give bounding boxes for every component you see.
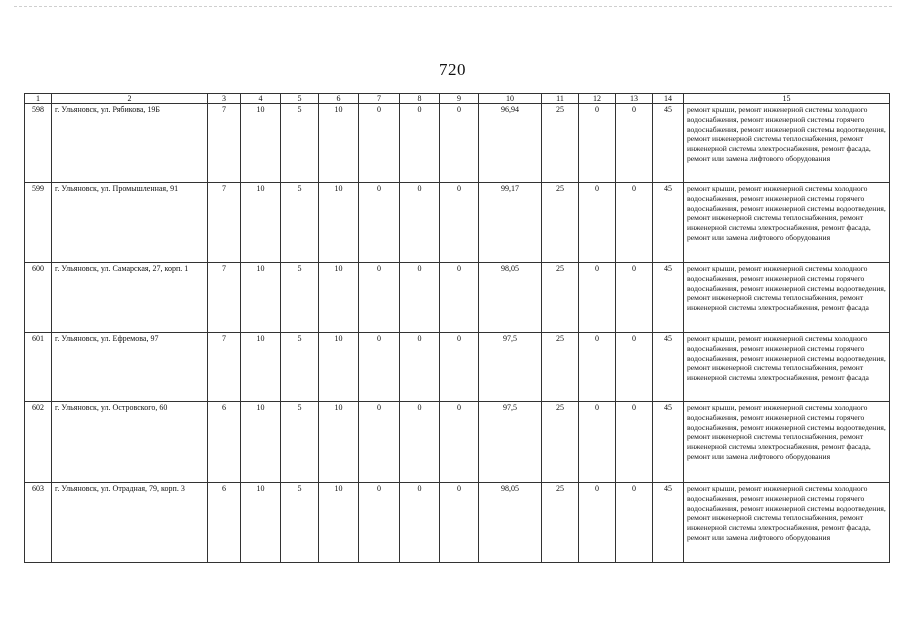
cell-c14: 45 (653, 183, 684, 263)
cell-c7: 0 (359, 263, 400, 333)
cell-c6: 10 (319, 183, 359, 263)
cell-c8: 0 (400, 263, 440, 333)
table-row (25, 104, 890, 183)
row-address: г. Ульяновск, ул. Рябикова, 19Б (52, 104, 208, 183)
register-table (24, 93, 890, 563)
row-works: ремонт крыши, ремонт инженерной системы холодного водоснабжения, ремонт инженерной системы горячего водоснабжения, ремонт инженерной системы водоотведения, ремонт инженерной системы теплоснабжения, ремонт инженерной системы электроснабжения, ремонт фасада, ремонт или замена лифтового оборудования (684, 183, 890, 263)
table-row (25, 183, 890, 263)
col-header-4: 4 (241, 94, 281, 104)
col-header-8: 8 (400, 94, 440, 104)
col-header-3: 3 (208, 94, 241, 104)
cell-c8: 0 (400, 402, 440, 483)
col-header-12: 12 (579, 94, 616, 104)
cell-c4: 10 (241, 402, 281, 483)
table-row (25, 483, 890, 563)
col-header-2: 2 (52, 94, 208, 104)
col-header-15: 15 (684, 94, 890, 104)
row-id: 599 (25, 183, 52, 263)
cell-c5: 5 (281, 402, 319, 483)
cell-c9: 0 (440, 263, 479, 333)
cell-c3: 6 (208, 402, 241, 483)
cell-c4: 10 (241, 183, 281, 263)
cell-c6: 10 (319, 263, 359, 333)
col-header-10: 10 (479, 94, 542, 104)
row-works: ремонт крыши, ремонт инженерной системы холодного водоснабжения, ремонт инженерной системы горячего водоснабжения, ремонт инженерной системы водоотведения, ремонт инженерной системы теплоснабжения, ремонт инженерной системы электроснабжения, ремонт фасада (684, 263, 890, 333)
cell-c12: 0 (579, 183, 616, 263)
cell-c12: 0 (579, 104, 616, 183)
row-id: 598 (25, 104, 52, 183)
cell-c13: 0 (616, 402, 653, 483)
row-id: 603 (25, 483, 52, 563)
col-header-11: 11 (542, 94, 579, 104)
cell-c8: 0 (400, 483, 440, 563)
cell-c8: 0 (400, 104, 440, 183)
cell-c10: 97,5 (479, 333, 542, 402)
cell-c6: 10 (319, 333, 359, 402)
cell-c5: 5 (281, 483, 319, 563)
cell-c3: 7 (208, 104, 241, 183)
row-works: ремонт крыши, ремонт инженерной системы холодного водоснабжения, ремонт инженерной системы горячего водоснабжения, ремонт инженерной системы водоотведения, ремонт инженерной системы теплоснабжения, ремонт инженерной системы электроснабжения, ремонт фасада, ремонт или замена лифтового оборудования (684, 402, 890, 483)
cell-c9: 0 (440, 402, 479, 483)
row-works: ремонт крыши, ремонт инженерной системы холодного водоснабжения, ремонт инженерной системы горячего водоснабжения, ремонт инженерной системы водоотведения, ремонт инженерной системы теплоснабжения, ремонт инженерной системы электроснабжения, ремонт фасада, ремонт или замена лифтового оборудования (684, 483, 890, 563)
table-row (25, 263, 890, 333)
col-header-7: 7 (359, 94, 400, 104)
cell-c9: 0 (440, 104, 479, 183)
col-header-9: 9 (440, 94, 479, 104)
cell-c12: 0 (579, 402, 616, 483)
cell-c3: 7 (208, 333, 241, 402)
cell-c14: 45 (653, 333, 684, 402)
row-address: г. Ульяновск, ул. Самарская, 27, корп. 1 (52, 263, 208, 333)
cell-c5: 5 (281, 263, 319, 333)
col-header-6: 6 (319, 94, 359, 104)
cell-c11: 25 (542, 183, 579, 263)
cell-c11: 25 (542, 263, 579, 333)
cell-c13: 0 (616, 483, 653, 563)
cell-c10: 97,5 (479, 402, 542, 483)
cell-c11: 25 (542, 483, 579, 563)
row-works: ремонт крыши, ремонт инженерной системы холодного водоснабжения, ремонт инженерной системы горячего водоснабжения, ремонт инженерной системы водоотведения, ремонт инженерной системы теплоснабжения, ремонт инженерной системы электроснабжения, ремонт фасада, ремонт или замена лифтового оборудования (684, 104, 890, 183)
col-header-13: 13 (616, 94, 653, 104)
cell-c9: 0 (440, 333, 479, 402)
cell-c11: 25 (542, 333, 579, 402)
cell-c7: 0 (359, 402, 400, 483)
cell-c3: 7 (208, 183, 241, 263)
cell-c12: 0 (579, 483, 616, 563)
row-address: г. Ульяновск, ул. Островского, 60 (52, 402, 208, 483)
cell-c4: 10 (241, 263, 281, 333)
cell-c14: 45 (653, 104, 684, 183)
col-header-14: 14 (653, 94, 684, 104)
table-row (25, 333, 890, 402)
col-header-1: 1 (25, 94, 52, 104)
page-number: 720 (439, 60, 466, 79)
cell-c3: 6 (208, 483, 241, 563)
cell-c4: 10 (241, 333, 281, 402)
row-works: ремонт крыши, ремонт инженерной системы холодного водоснабжения, ремонт инженерной системы горячего водоснабжения, ремонт инженерной системы водоотведения, ремонт инженерной системы теплоснабжения, ремонт инженерной системы электроснабжения, ремонт фасада (684, 333, 890, 402)
cell-c4: 10 (241, 483, 281, 563)
cell-c10: 98,05 (479, 263, 542, 333)
cell-c14: 45 (653, 402, 684, 483)
cell-c7: 0 (359, 183, 400, 263)
cell-c7: 0 (359, 333, 400, 402)
table-row (25, 402, 890, 483)
cell-c11: 25 (542, 104, 579, 183)
cell-c10: 96,94 (479, 104, 542, 183)
cell-c14: 45 (653, 483, 684, 563)
cell-c6: 10 (319, 483, 359, 563)
cell-c8: 0 (400, 183, 440, 263)
row-id: 602 (25, 402, 52, 483)
cell-c13: 0 (616, 183, 653, 263)
cell-c10: 98,05 (479, 483, 542, 563)
cell-c7: 0 (359, 483, 400, 563)
cell-c13: 0 (616, 263, 653, 333)
cell-c12: 0 (579, 263, 616, 333)
cell-c6: 10 (319, 104, 359, 183)
cell-c5: 5 (281, 333, 319, 402)
row-address: г. Ульяновск, ул. Отрадная, 79, корп. 3 (52, 483, 208, 563)
cell-c11: 25 (542, 402, 579, 483)
cell-c10: 99,17 (479, 183, 542, 263)
col-header-5: 5 (281, 94, 319, 104)
cell-c8: 0 (400, 333, 440, 402)
cell-c3: 7 (208, 263, 241, 333)
row-id: 601 (25, 333, 52, 402)
cell-c13: 0 (616, 333, 653, 402)
cell-c4: 10 (241, 104, 281, 183)
row-address: г. Ульяновск, ул. Ефремова, 97 (52, 333, 208, 402)
cell-c5: 5 (281, 104, 319, 183)
header-row (25, 94, 890, 104)
cell-c7: 0 (359, 104, 400, 183)
cell-c9: 0 (440, 183, 479, 263)
row-id: 600 (25, 263, 52, 333)
cell-c9: 0 (440, 483, 479, 563)
cell-c14: 45 (653, 263, 684, 333)
cell-c12: 0 (579, 333, 616, 402)
cell-c5: 5 (281, 183, 319, 263)
cell-c6: 10 (319, 402, 359, 483)
row-address: г. Ульяновск, ул. Промышленная, 91 (52, 183, 208, 263)
cell-c13: 0 (616, 104, 653, 183)
